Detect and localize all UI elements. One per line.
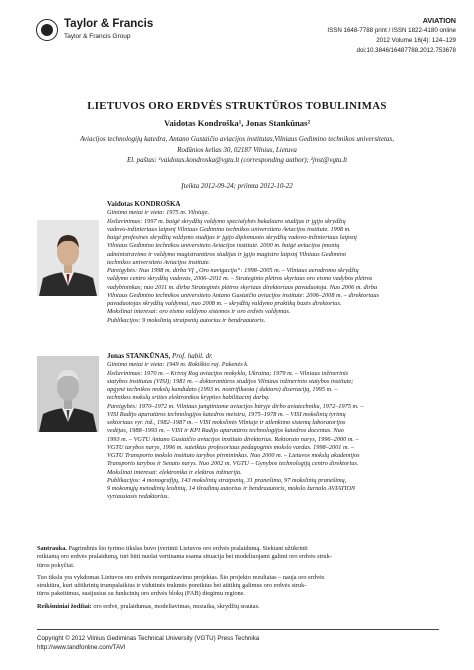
bio-line: Gimimo metai ir vieta: 1975 m. Vilniuje. bbox=[107, 209, 210, 217]
bio-line: Publikacijos: 4 monografijų, 143 mokslinių straipsnių, 31 pranešimo, 97 mokslinių pranešimų, bbox=[107, 476, 347, 484]
abstract-paragraph-line: Tuo tikslu yra vykdomas Lietuvos oro erdvės reorganizavimo projektas. Šio projekto rezultatas – nauja oro erdvės bbox=[37, 573, 325, 581]
bio-line: VGTU Transporto mokslo instituto tarybos pirmininkas. Nuo 2000 m. – Lietuvos mokslų akademijos bbox=[107, 452, 360, 459]
publisher-name: Taylor & Francis bbox=[64, 18, 154, 30]
bio-line: VISI Radijo aparatūros technologijos katedros meistru, 1975–1978 m. – VISI mokslinių tyrimų bbox=[107, 410, 346, 418]
publisher-group: Taylor & Francis Group bbox=[64, 33, 131, 40]
article-authors: Vaidotas Kondroška¹, Jonas Stankūnas² bbox=[163, 118, 311, 128]
author-name: Jonas STANKŪNAS, Prof. habil. dr. bbox=[107, 352, 213, 360]
bio-line: Vilniaus Gedimino technikos universiteto Antano Gustaičio aviacijos institute: 2006–2008 m. – direktoriaus bbox=[107, 291, 380, 299]
bio-line: sektoriaus vyr. inž., 1982–1987 m. – VISI mokslinės Vilniuje ir atlenkimo sistemų laboratorijos bbox=[107, 419, 346, 426]
article-title: LIETUVOS ORO ERDVĖS STRUKTŪROS TOBULINIMAS bbox=[87, 100, 387, 112]
author-name: Vaidotas KONDROŠKA bbox=[107, 200, 181, 208]
author-bio-text bbox=[107, 352, 439, 502]
bio-line: vyriausiasis redaktorius. bbox=[107, 493, 170, 501]
publisher-logo-icon bbox=[36, 19, 58, 41]
author-bio-text bbox=[107, 200, 439, 325]
keywords-text: oro erdvė, pralaidumas, modeliavimas, mozaika, skrydžių srautas. bbox=[93, 602, 260, 610]
abstract-summary-line: reikiamą oro erdvės pralaidumą, turi būti nuolat vertinama esama situacija bei modeliuojami galimi oro erdvės struk- bbox=[37, 553, 332, 561]
bio-line: vadybininkas; nuo 2011 m. dirba Strateginės plėtros skyriaus direktoriaus pavaduotoju. Nuo 2006 m. dirba bbox=[107, 283, 378, 291]
affiliation-email: El. paštas: ¹vaidotas.kondroska@vgtu.lt (corresponding author); ²jnst@vgtu.lt bbox=[126, 156, 348, 164]
author-bio-2 bbox=[37, 352, 439, 542]
bio-line: Vilniaus Gedimino technikos universiteto Aviacijos institute. 2000 m. baigė aviacijos įmonių bbox=[107, 242, 340, 250]
affiliation-line: Rodūnios kelias 30, 02187 Vilnius, Lietuva bbox=[177, 145, 297, 154]
bio-line: baigė profesines skrydžių valdymo studijas ir įgijo diplomuoto skrydžių vadovo-inžinieriaus laipsnį bbox=[107, 234, 357, 241]
bio-line: 9 mokomųjų metodinių leidinių, 14 išradimų autorius ir bendraautoris, mokslo žurnalo AVIATION bbox=[107, 485, 356, 492]
author-degree: Prof. habil. dr. bbox=[172, 352, 213, 360]
received-dates: Įteikta 2012-09-24; priimta 2012-10-22 bbox=[181, 182, 293, 190]
abstract-summary-line: tūros pokyčiai. bbox=[37, 561, 75, 569]
bio-line: Išsilavinimas: 1997 m. baigė skrydžių valdymo specialybės bakalauro studijas ir įgijo skrydžių bbox=[107, 217, 346, 225]
page-footer bbox=[37, 634, 259, 652]
bio-line: VGTU tarybos narys, 1996 m. suteiktas profesoriaus pedagoginis mokslo vardas. 1998–2001 m. – bbox=[107, 443, 354, 451]
abstract-summary-line: Santrauka. Pagrindinis šio tyrimo tikslas buvo įvertinti Lietuvos oro erdvės pralaidumą. Siekiant užtikrinti bbox=[37, 545, 308, 552]
bio-line: Mokslinai interesai: elektronika ir elektros inžinerija. bbox=[107, 468, 242, 476]
bio-line: pavaduotojas skrydžių valdymui, nuo 2008 m. – skrydžių valdymo praktikų bazės direktorius. bbox=[107, 300, 342, 307]
bio-line: Pareigybės: 1970–1972 m. Vilniaus jungtiniame aviacijos būryje dirbo aviatechniku, 1972–1975 m. – bbox=[107, 402, 364, 410]
page-header bbox=[36, 16, 456, 72]
bio-line: apgynė technikos mokslų kandidato (1993 m. nostrifikuota į daktaro) disertaciją, 1995 m. – bbox=[107, 386, 338, 393]
keywords-line bbox=[37, 603, 439, 611]
author-photo bbox=[37, 356, 99, 432]
affiliation-line: Aviacijos technologijų katedra, Antano Gustaičio aviacijos institutas,Vilniaus Gedimino technikos universitetas, bbox=[80, 135, 394, 143]
bio-line: Publikacijos: 9 mokslinių straipsnių autorius ir bendraautoris. bbox=[107, 316, 266, 324]
copyright-text: Copyright © 2012 Vilnius Gediminas Technical University (VGTU) Press Technika bbox=[37, 635, 260, 642]
journal-info bbox=[327, 16, 456, 56]
abstract bbox=[37, 545, 439, 611]
abstract-paragraph-line: struktūra, kuri užtikrintų trumpalaikius ir vidutinės trukmės poreikius bei atitiktų galimus oro erdvės struk- bbox=[37, 582, 307, 589]
bio-line: Transporto tarybos ir Senato narys. Nuo 2002 m. VGTU – Gynybos technologijų centro direktorius. bbox=[107, 460, 359, 468]
abstract-label: Santrauka. bbox=[37, 545, 67, 552]
bio-line: vadovo-inžinieriaus laipsnį Vilniaus Gedimino technikos universiteto Aviacijos institute. 1998 m. bbox=[107, 225, 351, 233]
affiliation bbox=[0, 134, 474, 166]
journal-doi[interactable]: doi:10.3846/16487788.2012.753678 bbox=[356, 47, 456, 54]
footer-divider bbox=[37, 629, 439, 630]
bio-line: statybos institutas (VISI); 1981 m. – doktorantūros studijos Vilniaus inžinerinio statybos institute; bbox=[107, 377, 354, 385]
bio-line: administravimo ir valdymo magistrantūros studijas ir įgijo magistro laipsnį Vilniaus Gedimino bbox=[107, 250, 347, 258]
journal-issn: ISSN 1648-7788 print / ISSN 1822-4180 online bbox=[327, 27, 456, 34]
bio-line: technikos mokslų srities elektronikos krypties habilitacinį darbą. bbox=[107, 394, 270, 402]
author-photo bbox=[37, 220, 99, 296]
journal-name: AVIATION bbox=[422, 16, 456, 25]
abstract-paragraph-line: tūros pakeitimus, susijusius su funkcinių oro erdvės blokų (FAB) diegimu regione. bbox=[37, 590, 246, 598]
bio-line: vedėjas, 1988–1993 m. – VISI ir KPI Radijo aparatūros technologijos katedros docentas. Nuo bbox=[107, 427, 344, 435]
bio-line: 1993 m. – VGTU Antano Gustaičio aviacijos instituto direktorius. Rektorato narys, 1996–2000 m. – bbox=[107, 435, 359, 443]
bio-line: Pareigybės: Nuo 1998 m. dirba VĮ „Oro navigacija“: 1998–2005 m. – Vilniaus aerodromo skrydžių bbox=[107, 267, 359, 274]
bio-line: Mokslinai interesai: oro eismo valdymo sistemos ir oro erdvės valdymas. bbox=[107, 308, 291, 316]
bio-line: Gimimo metai ir vieta: 1949 m. Rokiškio raj. Pakenės k. bbox=[107, 361, 249, 369]
journal-url-link[interactable]: http://www.tandfonline.com/TAVI bbox=[37, 644, 126, 651]
bio-line: valdymo centro skrydžių vadovas, 2006–2011 m. – Strateginio plėtros skyriaus oro eismo vadybos plėtros bbox=[107, 275, 373, 283]
bio-line: technikos universiteto Aviacijos institute. bbox=[107, 258, 211, 266]
publisher-logo bbox=[36, 16, 186, 56]
keywords-label: Reikšminiai žodžiai: bbox=[37, 602, 92, 610]
bio-line: Išsilavinimas: 1970 m. – Krivoj Rog aviacijos mokykla, Ukraina; 1979 m. – Vilniaus inžinerinis bbox=[107, 369, 349, 377]
journal-volume: 2012 Volume 16(4): 124–129 bbox=[376, 37, 456, 44]
author-bio-1 bbox=[37, 200, 439, 330]
